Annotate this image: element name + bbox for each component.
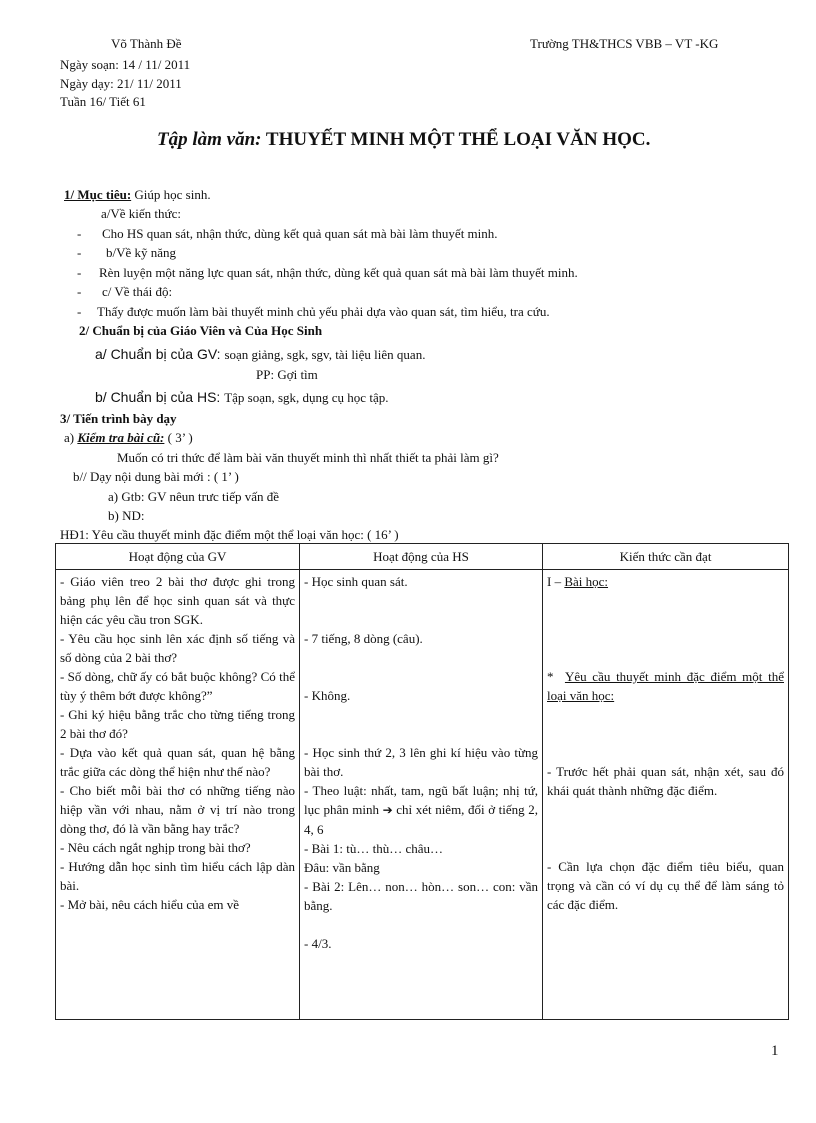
dash: - bbox=[77, 245, 82, 260]
week-lesson: Tuần 16/ Tiết 61 bbox=[60, 94, 146, 109]
attitude-item: Thấy được muốn làm bài thuyết minh chủ yếu phải dựa vào quan sát, tìm hiểu, tra cứu. bbox=[97, 304, 550, 319]
teach-date: Ngày dạy: 21/ 11/ 2011 bbox=[60, 76, 182, 91]
lesson-heading-prefix: I – bbox=[547, 574, 565, 589]
dash: - bbox=[77, 304, 82, 319]
teacher-step: - Mở bài, nêu cách hiểu của em về bbox=[60, 897, 240, 912]
teacher-name: Võ Thành Đề bbox=[111, 36, 182, 51]
teacher-step: - Dựa vào kết quả quan sát, quan hệ bằng trắc giữa các dòng thể hiện như thế nào? bbox=[60, 745, 295, 779]
knowledge-label: a/Về kiến thức: bbox=[101, 206, 181, 221]
teacher-step: - Số dòng, chữ ấy có bắt buộc không? Có thể tùy ý thêm bớt được không?” bbox=[60, 669, 295, 703]
teacher-step: - Cho biết mỗi bài thơ có những tiếng nào hiệp vần với nhau, nằm ở vị trí nào trong dòng thơ, đó là vần bằng hay trắc? bbox=[60, 783, 295, 836]
lesson-heading-text: Bài học: bbox=[564, 574, 609, 589]
student-step: - 4/3. bbox=[304, 936, 332, 951]
column-header-gv: Hoạt động của GV bbox=[56, 544, 300, 570]
student-step: Đâu: vần bằng bbox=[304, 860, 380, 875]
dash: - bbox=[77, 284, 82, 299]
school-name: Trường TH&THCS VBB – VT -KG bbox=[530, 36, 719, 51]
requirement bbox=[547, 667, 784, 705]
check-title: Kiểm tra bài cũ: bbox=[77, 430, 165, 445]
knowledge-cell bbox=[543, 570, 789, 1020]
lesson-heading bbox=[547, 572, 784, 591]
check-question: Muốn có tri thức để làm bài văn thuyết minh thì nhất thiết ta phải làm gì? bbox=[117, 450, 499, 465]
rule-text-2: chỉ xét niêm, đối ở tiếng 2, 4, 6 bbox=[304, 802, 538, 837]
teacher-activity-cell bbox=[56, 570, 300, 1020]
student-step: - Học sinh quan sát. bbox=[304, 574, 408, 589]
teacher-step: - Nêu cách ngắt nghịp trong bài thơ? bbox=[60, 840, 251, 855]
teacher-prep bbox=[95, 345, 425, 364]
dash: - bbox=[77, 265, 82, 280]
student-step: - Bài 2: Lên… non… hòn… son… con: vần bằng. bbox=[304, 879, 538, 913]
column-header-kt: Kiến thức cần đạt bbox=[543, 544, 789, 570]
student-activity-cell bbox=[300, 570, 543, 1020]
title-main: THUYẾT MINH MỘT THỂ LOẠI VĂN HỌC. bbox=[261, 129, 651, 150]
teacher-step: - Ghi ký hiệu bằng trắc cho từng tiếng trong 2 bài thơ đó? bbox=[60, 707, 295, 741]
dash: - bbox=[77, 226, 82, 241]
attitude-label: c/ Về thái độ: bbox=[102, 284, 173, 299]
preparation-heading: 2/ Chuẩn bị của Giáo Viên và Của Học Sinh bbox=[79, 323, 323, 338]
prep-date: Ngày soạn: 14 / 11/ 2011 bbox=[60, 57, 191, 72]
lesson-table bbox=[55, 543, 789, 1020]
check-time: ( 3’ ) bbox=[164, 430, 193, 445]
objectives-heading: 1/ Mục tiêu: bbox=[64, 187, 132, 202]
page-number: 1 bbox=[771, 1043, 779, 1059]
star-marker: * bbox=[547, 669, 554, 684]
process-heading: 3/ Tiến trình bày dạy bbox=[60, 411, 177, 426]
student-prep bbox=[95, 388, 388, 407]
new-lesson: b// Dạy nội dung bài mới : ( 1’ ) bbox=[73, 469, 239, 484]
student-step: - Không. bbox=[304, 688, 351, 703]
lesson-intro: a) Gtb: GV nêun trưc tiếp vấn đề bbox=[108, 489, 280, 504]
requirement-text: Yêu cầu thuyết minh đặc điểm một thể loại văn học: bbox=[547, 669, 784, 703]
teacher-prep-label: a/ Chuẩn bị của GV: bbox=[95, 346, 225, 362]
knowledge-point: - Trước hết phải quan sát, nhận xét, sau đó khái quát thành những đặc điểm. bbox=[547, 764, 784, 798]
column-header-hs: Hoạt động của HS bbox=[300, 544, 543, 570]
arrow-right-icon: ➔ bbox=[382, 803, 393, 817]
teacher-step: - Giáo viên treo 2 bài thơ được ghi trong bảng phụ lên để học sinh quan sát và thực hiện các yêu cầu tron SGK. bbox=[60, 574, 295, 627]
teaching-method: PP: Gợi tìm bbox=[256, 367, 318, 382]
student-prep-label: b/ Chuẩn bị của HS: bbox=[95, 389, 225, 405]
lesson-content: b) ND: bbox=[108, 508, 145, 523]
objectives-intro: Giúp học sinh. bbox=[131, 187, 211, 202]
student-prep-items: Tập soạn, sgk, dụng cụ học tập. bbox=[224, 390, 389, 405]
page-title bbox=[157, 131, 650, 149]
table-header-row bbox=[56, 544, 789, 570]
table-row bbox=[56, 570, 789, 1020]
title-prefix: Tập làm văn: bbox=[157, 129, 262, 150]
rule-text-1: - Theo luật: nhất, tam, ngũ bất luận; nhị tứ, lục phân minh bbox=[304, 783, 538, 817]
teacher-step: - Hướng dẫn học sinh tìm hiểu cách lập dàn bài. bbox=[60, 859, 295, 893]
teacher-step: - Yêu cầu học sinh lên xác định số tiếng và số dòng của 2 bài thơ? bbox=[60, 631, 295, 665]
activity-heading: HĐ1: Yêu cầu thuyết minh đặc điểm một thể loại văn học: ( 16’ ) bbox=[60, 527, 399, 542]
student-step: - Bài 1: tù… thù… châu… bbox=[304, 841, 444, 856]
skill-label: b/Về kỹ năng bbox=[106, 245, 177, 260]
student-step: - 7 tiếng, 8 dòng (câu). bbox=[304, 631, 423, 646]
check-line bbox=[64, 429, 193, 447]
objectives-line bbox=[64, 186, 211, 204]
knowledge-item: Cho HS quan sát, nhận thức, dùng kết quả quan sát mà bài làm thuyết minh. bbox=[102, 226, 498, 241]
student-step: - Học sinh thứ 2, 3 lên ghi kí hiệu vào từng bài thơ. bbox=[304, 745, 538, 779]
skill-item: Rèn luyện một năng lực quan sát, nhận thức, dùng kết quả quan sát mà bài làm thuyết minh. bbox=[99, 265, 578, 280]
check-label: a) bbox=[64, 430, 78, 445]
knowledge-point: - Cần lựa chọn đặc điểm tiêu biểu, quan trọng và cần có ví dụ cụ thể để làm sáng tỏ các đặc điểm. bbox=[547, 859, 784, 912]
student-step bbox=[304, 781, 538, 839]
teacher-prep-items: soạn giảng, sgk, sgv, tài liệu liên quan. bbox=[224, 347, 426, 362]
